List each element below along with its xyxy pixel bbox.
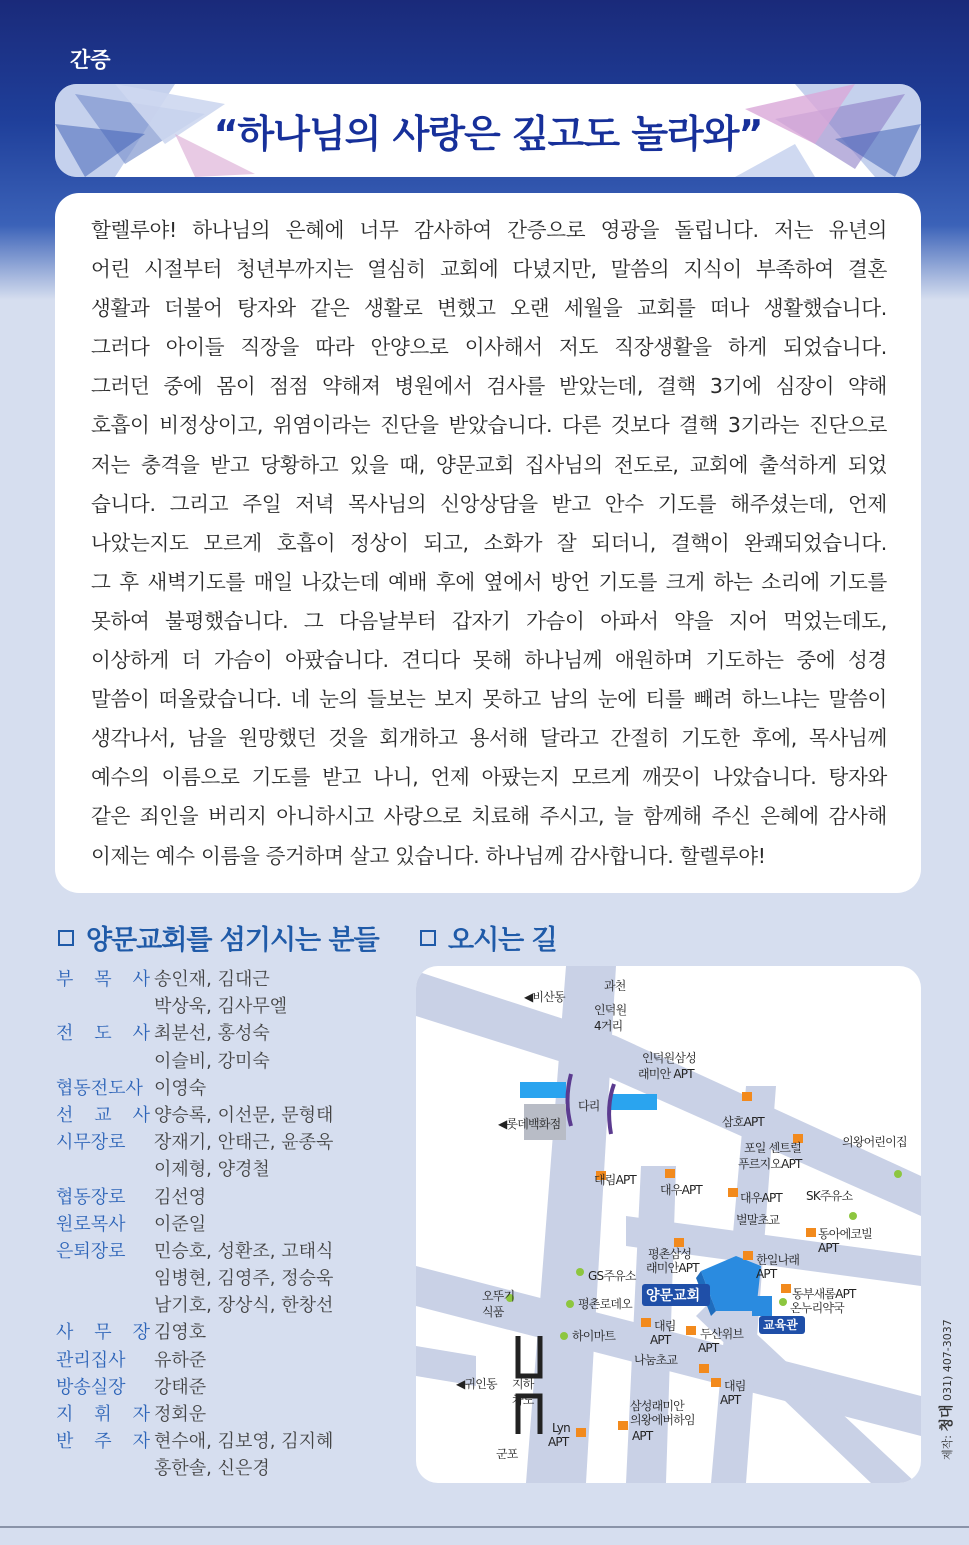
staff-role: 사 무 장 <box>56 1322 150 1344</box>
label-gwiin: ◀귀인동 <box>456 1377 497 1391</box>
label-dongbu: 동부새롬APT <box>792 1287 856 1301</box>
production-credit <box>936 1319 956 1460</box>
staff-role <box>56 1455 154 1482</box>
label-lotte: ◀롯데백화점 <box>498 1117 561 1131</box>
label-samsung-apt: 인덕원삼성 <box>642 1051 696 1065</box>
staff-names: 남기호, 장상식, 한창선 <box>154 1295 334 1317</box>
label-gunpo: 군포 <box>496 1447 518 1461</box>
staff-row <box>56 1156 396 1183</box>
staff-row <box>56 1319 396 1346</box>
label-daewoo-1: 대우APT <box>660 1183 702 1197</box>
staff-heading <box>58 918 379 957</box>
staff-row <box>56 1102 396 1129</box>
staff-names: 정회운 <box>154 1404 207 1425</box>
label-lyn: Lyn <box>552 1421 570 1435</box>
label-raemian-3: APT <box>632 1429 653 1443</box>
staff-names: 장재기, 안태근, 윤종욱 <box>154 1132 334 1154</box>
staff-names: 유하준 <box>154 1349 207 1371</box>
staff-names: 양승록, 이선문, 문형태 <box>154 1104 334 1126</box>
credit-prefix: 제작: <box>941 1435 954 1460</box>
staff-names: 김영호 <box>154 1322 207 1344</box>
story-line: 그러다 아이들 직장을 따라 안양으로 이사해서 저도 직장생활을 하게 되었습니다. <box>91 335 887 360</box>
story-line: 말씀이 떠올랐습니다. 네 눈의 들보는 보지 못하고 남의 눈에 티를 빼려 하느냐는 말씀이 <box>91 687 887 712</box>
staff-row <box>56 1292 396 1319</box>
staff-row <box>56 1211 396 1238</box>
label-hanil: 한일나래 <box>756 1253 800 1267</box>
staff-row <box>56 1048 396 1075</box>
label-doosan-2: APT <box>698 1341 719 1355</box>
page-title: “하나님의 사랑은 깊고도 놀라와” <box>213 112 763 156</box>
label-raemian: 삼성래미안 <box>630 1399 684 1413</box>
stream-left <box>520 1082 566 1098</box>
staff-row <box>56 1184 396 1211</box>
label-indeogwon: 인덕원 <box>594 1003 627 1017</box>
label-gs: GS주유소 <box>588 1269 636 1283</box>
testimony-text <box>55 193 921 893</box>
credit-phone: 031) 407-3037 <box>941 1319 954 1401</box>
staff-role: 은퇴장로 <box>56 1240 126 1262</box>
staff-role <box>56 1292 154 1319</box>
story-line: 이제는 예수 이름을 증거하며 살고 있습니다. 하나님께 감사합니다. 할렐루야! <box>91 843 766 868</box>
staff-names: 송인재, 김대근 <box>154 969 270 990</box>
staff-names: 이제형, 양경철 <box>154 1159 270 1181</box>
staff-row <box>56 1020 396 1047</box>
staff-names: 임병현, 김영주, 정승욱 <box>154 1268 334 1290</box>
label-byeolmal: 벌말초교 <box>736 1213 780 1227</box>
story-line: 이상하게 더 가슴이 아팠습니다. 견디다 못해 하나님께 애원하며 기도하는 중에 성경 <box>91 648 887 673</box>
story-line: 할렐루야! 하나님의 은혜에 너무 감사하여 간증으로 영광을 돌립니다. 저는 유년의 <box>91 218 887 242</box>
staff-row <box>56 993 396 1020</box>
story-line: 호흡이 비정상이고, 위염이라는 진단을 받았습니다. 다른 것보다 결핵 3기라는 진단으로 <box>91 413 887 438</box>
staff-role: 협동장로 <box>56 1186 126 1208</box>
label-daelim-1: 대림APT <box>594 1173 636 1187</box>
staff-role <box>56 1048 154 1075</box>
staff-names: 이영숙 <box>154 1077 207 1099</box>
story-line: 예수의 이름으로 기도를 받고 나니, 언제 아팠는지 모르게 깨끗이 나았습니다. 탕자와 <box>91 765 887 790</box>
staff-role: 부 목 사 <box>56 969 150 990</box>
staff-row <box>56 966 396 993</box>
staff-row <box>56 1265 396 1292</box>
staff-role: 관리집사 <box>56 1349 126 1371</box>
staff-role: 반 주 자 <box>56 1431 150 1453</box>
label-bisan: ◀비산동 <box>524 990 565 1004</box>
map-drawing <box>416 966 921 1483</box>
staff-list <box>56 966 396 1483</box>
label-pyeongchon-2: 래미안APT <box>646 1261 699 1275</box>
staff-names: 최분선, 홍성숙 <box>154 1023 270 1045</box>
staff-row <box>56 1075 396 1102</box>
section-tag: 간증 <box>70 48 111 72</box>
staff-role: 전 도 사 <box>56 1023 150 1045</box>
label-ottogi-2: 식품 <box>482 1305 504 1319</box>
directions-heading <box>420 918 557 957</box>
bottom-divider <box>0 1526 969 1528</box>
staff-names: 민승호, 성환조, 고태식 <box>154 1240 334 1262</box>
staff-role <box>56 1156 154 1183</box>
label-rodeo: 평촌로데오 <box>578 1297 632 1311</box>
label-raemian-2: 의왕에버하임 <box>630 1413 695 1427</box>
label-portier: 포일 센트럴 <box>744 1141 801 1155</box>
label-lyn-2: APT <box>548 1435 569 1449</box>
label-donga: 동아에코빌 <box>818 1227 872 1241</box>
label-daelim-2b: APT <box>650 1333 671 1347</box>
staff-role: 시무장로 <box>56 1132 126 1154</box>
label-hanil-2: APT <box>756 1267 777 1281</box>
staff-role <box>56 993 154 1020</box>
staff-role <box>56 1265 154 1292</box>
label-daelim-3: 대림 <box>724 1379 746 1393</box>
staff-row <box>56 1238 396 1265</box>
label-daelim-2: 대림 <box>654 1319 676 1333</box>
directions-map <box>416 966 921 1483</box>
staff-role: 지 휘 자 <box>56 1404 150 1425</box>
staff-names: 강태준 <box>154 1376 207 1398</box>
stream-right <box>611 1094 657 1110</box>
directions-heading-text: 오시는 길 <box>448 925 557 956</box>
staff-names: 김선영 <box>154 1186 207 1208</box>
staff-role: 방송실장 <box>56 1376 126 1398</box>
label-naeson: 나눔초교 <box>634 1353 678 1367</box>
label-church: 양문교회 <box>646 1288 701 1304</box>
label-eunuri: 온누리약국 <box>790 1301 844 1315</box>
staff-names: 이준일 <box>154 1213 207 1235</box>
label-uiwang: 의왕어린이집 <box>842 1135 907 1149</box>
story-line: 생각나서, 남을 원망했던 것을 회개하고 용서해 달라고 간절히 기도한 후에, 목사님께 <box>91 726 887 751</box>
label-daelim-3b: APT <box>720 1393 741 1407</box>
label-samho: 삼호APT <box>722 1115 764 1129</box>
label-portier-2: 푸르지오APT <box>738 1157 802 1171</box>
story-line: 같은 죄인을 버리지 아니하시고 사랑으로 치료해 주시고, 늘 함께해 주신 은혜에 감사해 <box>91 804 887 829</box>
story-line: 그 후 새벽기도를 매일 나갔는데 예배 후에 옆에서 방언 기도를 크게 하는 소리에 기도를 <box>91 569 887 594</box>
label-pyeongchon: 평촌삼성 <box>648 1247 692 1261</box>
label-doosan: 두산위브 <box>700 1327 744 1341</box>
staff-row <box>56 1401 396 1428</box>
story-line: 저는 충격을 받고 당황하고 있을 때, 양문교회 집사님의 전도로, 교회에 출석하게 되었 <box>91 452 887 477</box>
story-line: 습니다. 그리고 주일 저녁 목사님의 신앙상담을 받고 안수 기도를 해주셨는데, 언제 <box>91 491 887 516</box>
staff-names: 이슬비, 강미숙 <box>154 1050 270 1072</box>
square-bullet-icon <box>420 930 436 946</box>
label-himart: 하이마트 <box>572 1329 616 1343</box>
staff-row <box>56 1455 396 1482</box>
staff-role: 원로목사 <box>56 1213 126 1235</box>
story-line: 못하여 불평했습니다. 그 다음날부터 갑자기 가슴이 아파서 약을 지어 먹었는데도, <box>91 608 887 633</box>
staff-role: 선 교 사 <box>56 1104 150 1126</box>
staff-heading-text: 양문교회를 섬기시는 분들 <box>86 925 379 956</box>
staff-names: 현수애, 김보영, 김지혜 <box>154 1431 334 1453</box>
label-indeogwon-2: 4거리 <box>594 1019 623 1033</box>
staff-role: 협동전도사 <box>56 1077 143 1099</box>
staff-row <box>56 1428 396 1455</box>
staff-names: 홍한솔, 신은경 <box>154 1458 270 1480</box>
label-sk: SK주유소 <box>806 1189 853 1203</box>
label-education: 교육관 <box>763 1318 798 1332</box>
story-line: 생활과 더불어 탕자와 같은 생활로 변했고 오랜 세월을 교회를 떠나 생활했습니다. <box>91 296 887 321</box>
title-banner <box>55 84 921 177</box>
label-ottogi: 오뚜기 <box>482 1289 515 1303</box>
label-daewoo-2: 대우APT <box>740 1191 782 1205</box>
story-line: 어린 시절부터 청년부까지는 열심히 교회에 다녔지만, 말씀의 지식이 부족하여 결혼 <box>91 257 887 282</box>
label-underpass: 지하 <box>512 1377 534 1391</box>
credit-brand: 청대 <box>939 1404 955 1432</box>
staff-row <box>56 1374 396 1401</box>
story-line: 나았는지도 모르게 호흡이 정상이 되고, 소화가 잘 되더니, 결핵이 완쾌되었습니다. <box>91 530 887 555</box>
label-bridge: 다리 <box>578 1099 600 1113</box>
label-underpass-2: 차도 <box>512 1393 534 1407</box>
label-samsung-apt-2: 래미안 APT <box>638 1067 694 1081</box>
square-bullet-icon <box>58 930 74 946</box>
label-donga-2: APT <box>818 1241 839 1255</box>
staff-names: 박상욱, 김사무엘 <box>154 996 288 1018</box>
staff-row <box>56 1129 396 1156</box>
story-line: 그러던 중에 몸이 점점 약해져 병원에서 검사를 받았는데, 결핵 3기에 심장이 약해 <box>91 374 887 399</box>
staff-row <box>56 1347 396 1374</box>
label-gwacheon: 과천 <box>604 979 626 993</box>
